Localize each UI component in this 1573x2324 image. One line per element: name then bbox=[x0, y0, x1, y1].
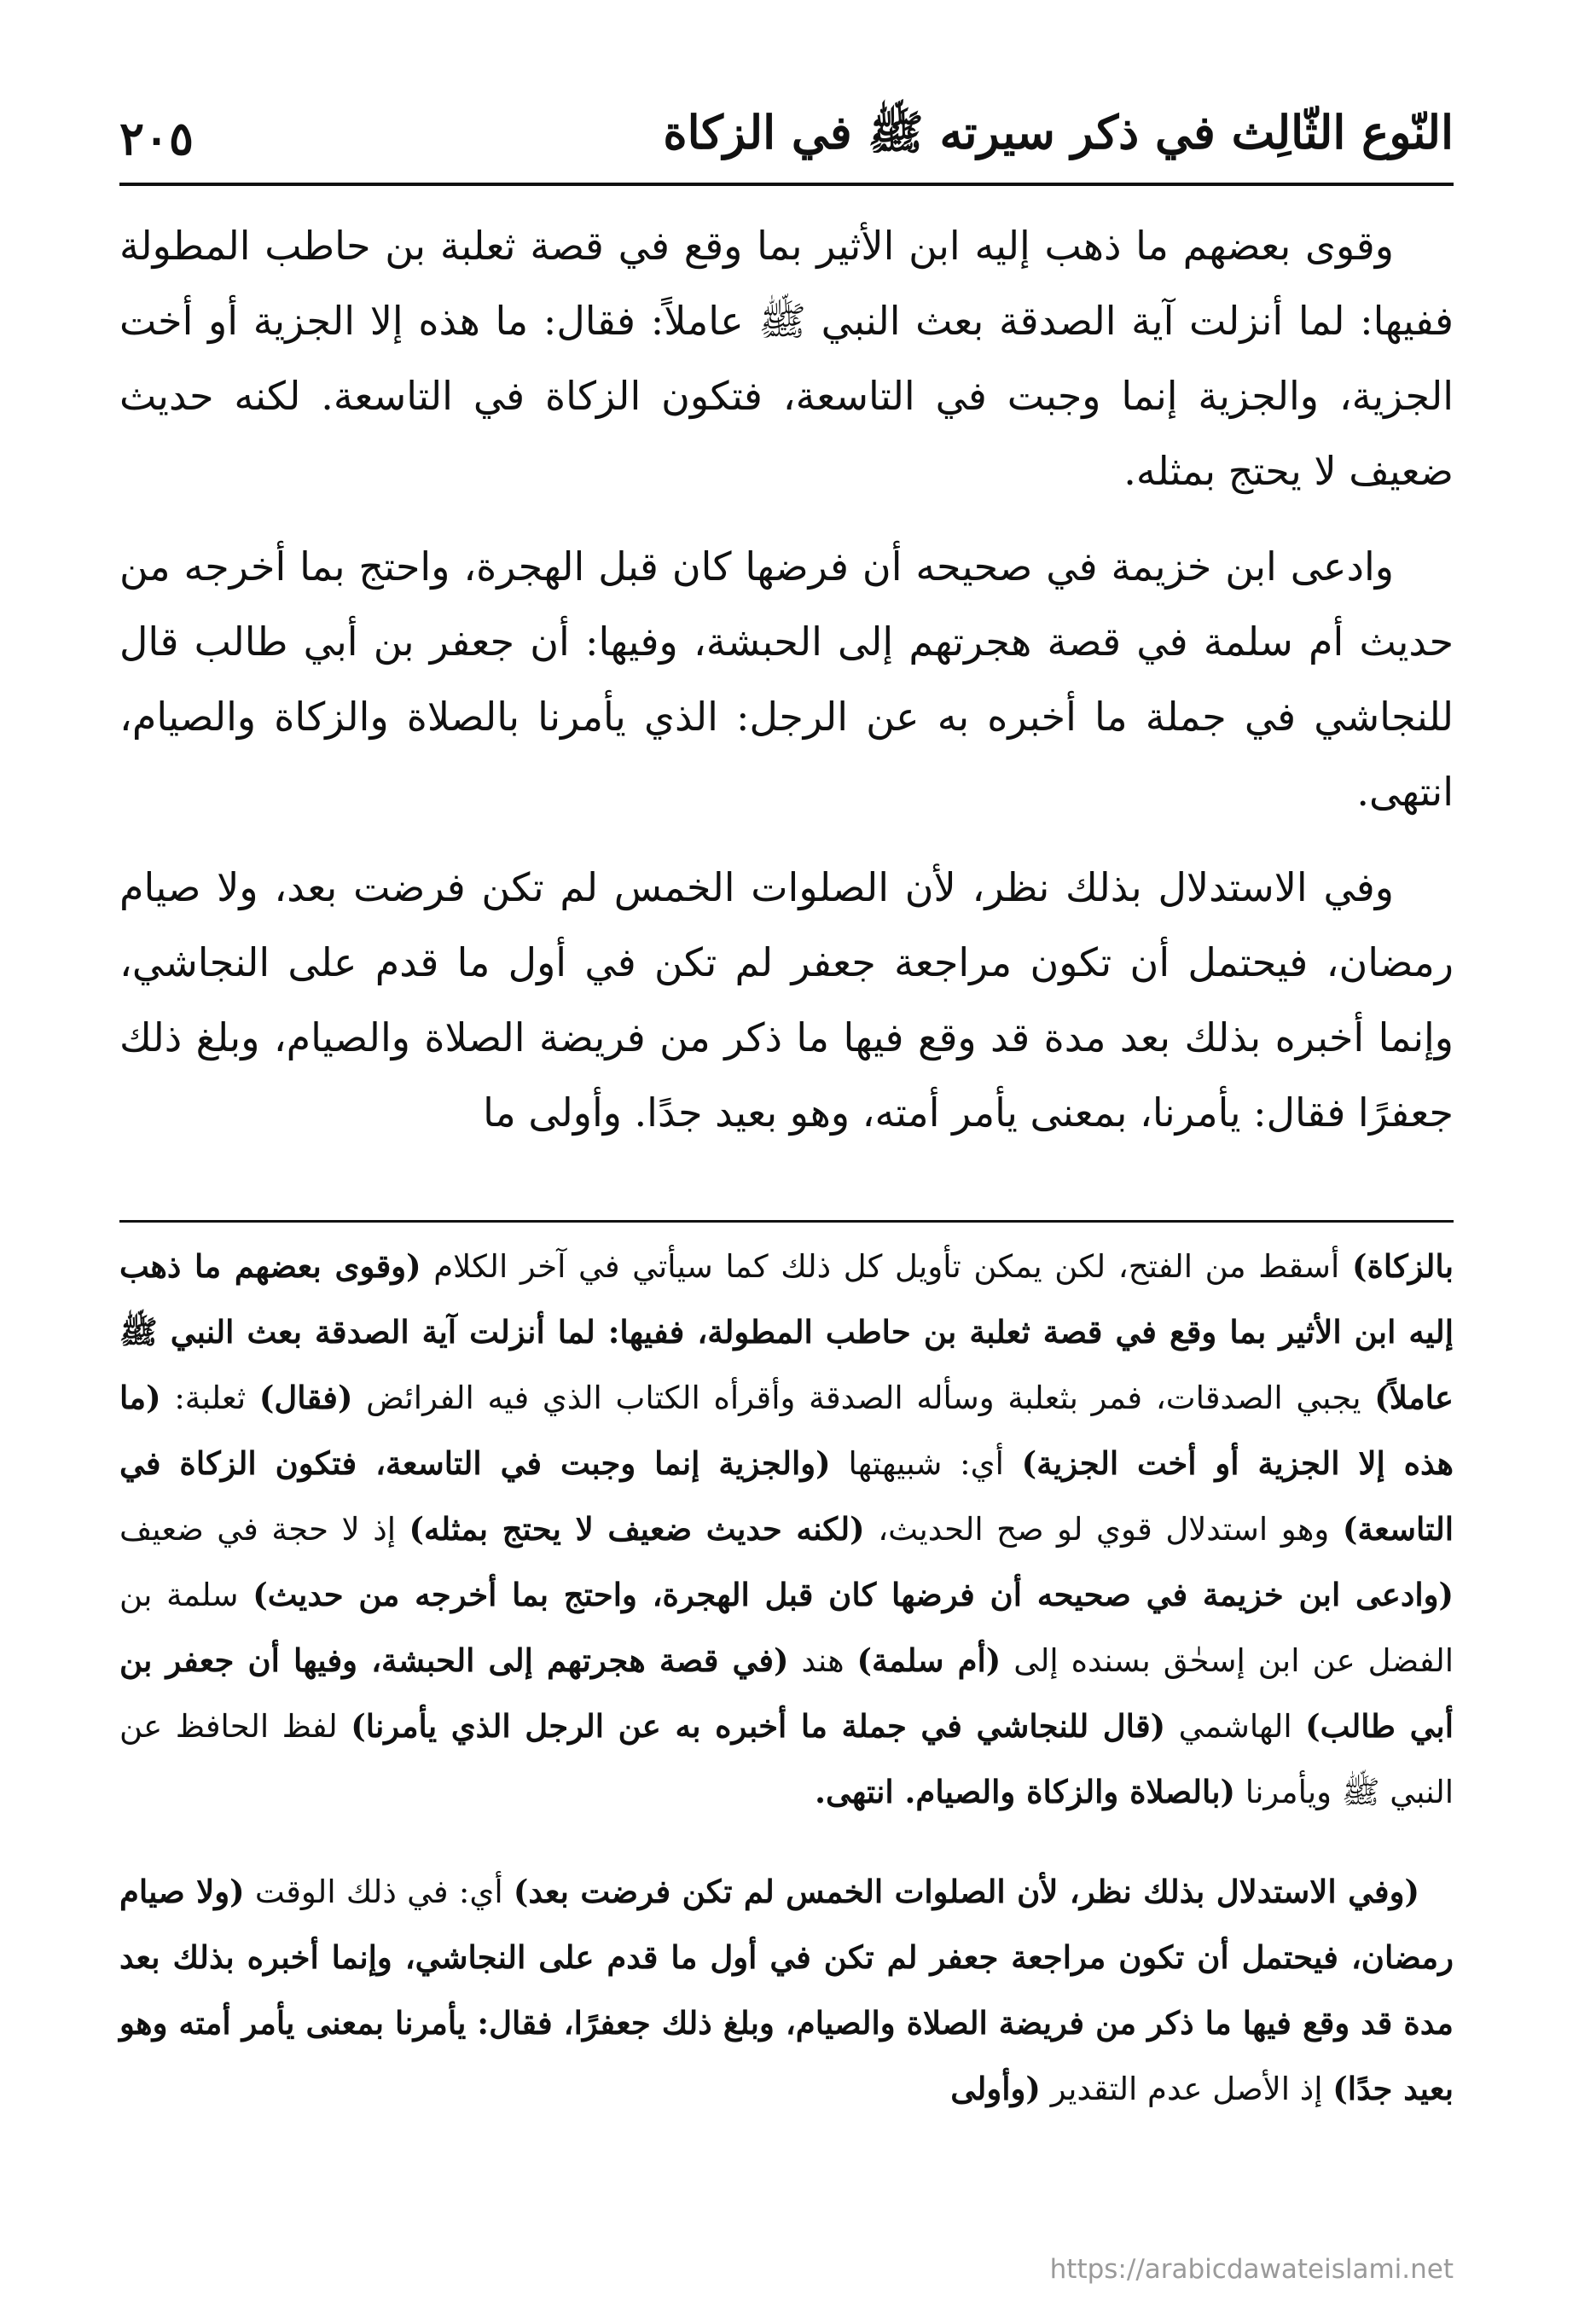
commentary-text: يجبي الصدقات، فمر بثعلبة وسأله الصدقة وأقرأه الكتاب الذي فيه الفرائض bbox=[352, 1380, 1375, 1416]
commentary-text: سلمة بن الفضل عن ابن إسحٰق بسنده إلى bbox=[119, 1577, 1454, 1679]
commentary-text: لفظ الحافظ عن النبي ﷺ ويأمرنا bbox=[119, 1708, 1454, 1810]
main-paragraph: وفي الاستدلال بذلك نظر، لأن الصلوات الخمس لم تكن فرضت بعد، ولا صيام رمضان، فيحتمل أن تكون مراجعة جعفر لم تكن في أول ما قدم على النجاشي، وإنما أخبره بذلك بعد مدة قد وقع فيها ما ذكر من فريضة الصلاة والصيام، وبلغ ذلك جعفرًا فقال: يأمرنا، بمعنى يأمر أمته، وهو بعيد جدًا. وأولى ما bbox=[119, 864, 1454, 1136]
quoted-text: (وفي الاستدلال بذلك نظر، لأن الصلوات الخمس لم تكن فرضت بعد) bbox=[513, 1873, 1419, 1910]
commentary-text: الهاشمي bbox=[1165, 1708, 1306, 1745]
quoted-text: (فقال) bbox=[258, 1379, 353, 1416]
site-watermark: https://arabicdawateislami.net bbox=[1049, 2254, 1454, 2285]
chapter-title: النّوع الثّالِث في ذكر سيرته ﷺ في الزكاة bbox=[663, 105, 1454, 160]
quoted-text: (وأولى bbox=[950, 2070, 1041, 2107]
page-number: ٢٠٥ bbox=[119, 111, 194, 166]
quoted-text: بالزكاة) bbox=[1351, 1247, 1454, 1285]
commentary bbox=[119, 1234, 1454, 2156]
quoted-text: (والجزية إنما وجبت في التاسعة، فتكون الزكاة في التاسعة) bbox=[119, 1444, 1454, 1548]
commentary-text: هند bbox=[788, 1642, 857, 1679]
commentary-paragraph bbox=[119, 1234, 1454, 1825]
main-paragraph: وقوى بعضهم ما ذهب إليه ابن الأثير بما وقع في قصة ثعلبة بن حاطب المطولة ففيها: لما أنزلت آية الصدقة بعث النبي ﷺ عاملاً: فقال: ما هذه إلا الجزية أو أخت الجزية، والجزية إنما وجبت في التاسعة، فتكون الزكاة في التاسعة. لكنه حديث ضعيف لا يحتج بمثله. bbox=[119, 223, 1454, 494]
header-rule bbox=[119, 183, 1454, 186]
commentary-text: إذ لا حجة في ضعيف bbox=[119, 1511, 409, 1548]
commentary-text: ثعلبة: bbox=[160, 1380, 259, 1416]
quoted-text: (قال للنجاشي في جملة ما أخبره به عن الرجل الذي يأمرنا) bbox=[351, 1707, 1166, 1745]
quoted-text: (لكنه حديث ضعيف لا يحتج بمثله) bbox=[409, 1510, 865, 1548]
quoted-text: (في قصة هجرتهم إلى الحبشة، وفيها أن جعفر بن أبي طالب) bbox=[119, 1641, 1454, 1745]
commentary-text: إذ الأصل عدم التقدير bbox=[1040, 2071, 1333, 2107]
main-text bbox=[119, 208, 1454, 1171]
quoted-text: (وقوى بعضهم ما ذهب إليه ابن الأثير بما وقع في قصة ثعلبة بن حاطب المطولة، ففيها: لما أنزلت آية الصدقة بعث النبي ﷺ عاملاً) bbox=[119, 1247, 1454, 1416]
quoted-text: (ما هذه إلا الجزية أو أخت الجزية) bbox=[119, 1379, 1454, 1482]
main-paragraph: وادعى ابن خزيمة في صحيحه أن فرضها كان قبل الهجرة، واحتج بما أخرجه من حديث أم سلمة في قصة هجرتهم إلى الحبشة، وفيها: أن جعفر بن أبي طالب قال للنجاشي في جملة ما أخبره به عن الرجل: الذي يأمرنا بالصلاة والزكاة والصيام، انتهى. bbox=[119, 543, 1454, 815]
quoted-text: (بالصلاة والزكاة والصيام. انتهى. bbox=[815, 1773, 1236, 1810]
commentary-text: أي: شبيهتها bbox=[830, 1445, 1022, 1482]
quoted-text: (وادعى ابن خزيمة في صحيحه أن فرضها كان قبل الهجرة، واحتج بما أخرجه من حديث) bbox=[252, 1576, 1454, 1613]
commentary-text: وهو استدلال قوي لو صح الحديث، bbox=[864, 1511, 1343, 1548]
footnote-separator bbox=[119, 1220, 1454, 1223]
quoted-text: (ولا صيام رمضان، فيحتمل أن تكون مراجعة جعفر لم تكن في أول ما قدم على النجاشي، وإنما أخبره بذلك بعد مدة قد وقع فيها ما ذكر من فريضة الصلاة والصيام، وبلغ ذلك جعفرًا، فقال: يأمرنا بمعنى يأمر أمته وهو بعيد جدًا) bbox=[119, 1873, 1454, 2107]
commentary-text: أي: في ذلك الوقت bbox=[244, 1874, 514, 1910]
quoted-text: (أم سلمة) bbox=[856, 1641, 1001, 1679]
running-header bbox=[119, 96, 1454, 181]
commentary-text: أسقط من الفتح، لكن يمكن تأويل كل ذلك كما سيأتي في آخر الكلام bbox=[421, 1248, 1352, 1285]
commentary-paragraph bbox=[119, 1859, 1454, 2122]
